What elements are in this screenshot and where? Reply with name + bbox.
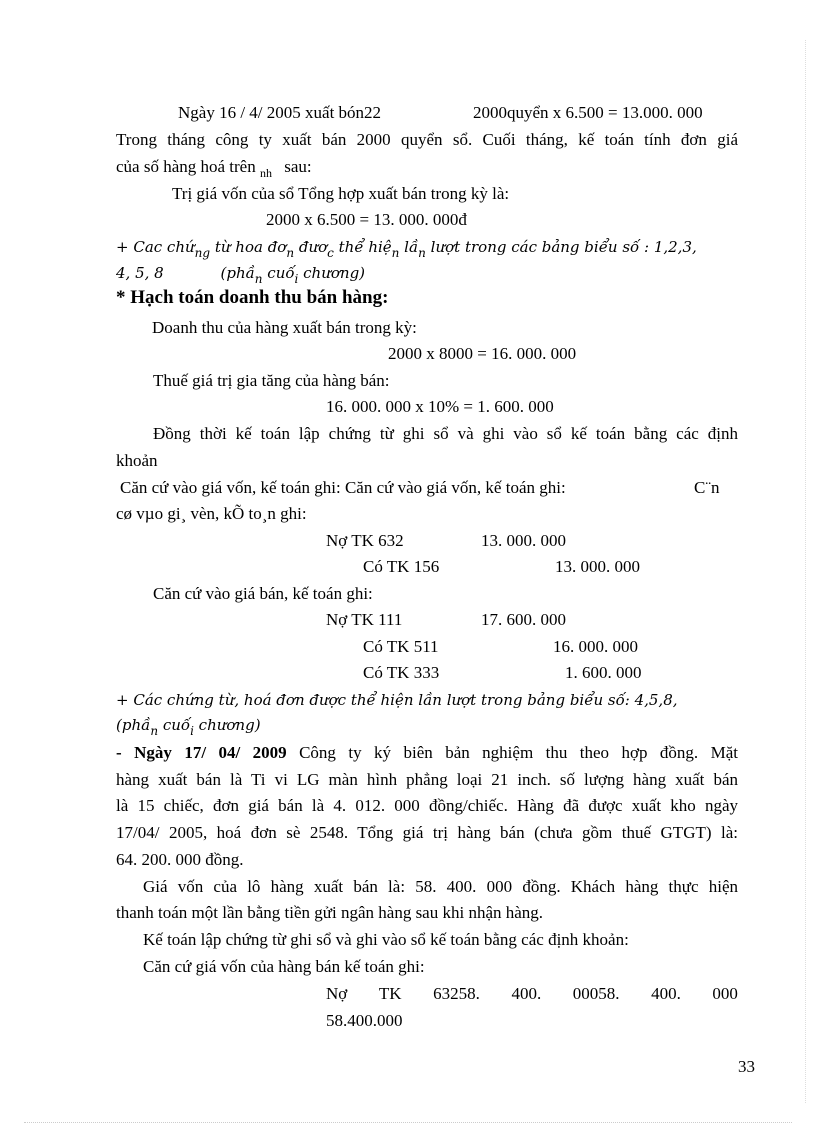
paragraph-line: Kế toán lập chứng từ ghi sổ và ghi vào sổ kế toán bằng các định khoản: <box>143 930 629 949</box>
line-qty-calc: 2000quyển x 6.500 = 13.000. 000 <box>473 103 703 122</box>
paragraph-line: Doanh thu của hàng xuất bán trong kỳ: <box>152 318 417 337</box>
paragraph-line: hàng xuất bán là Ti vi LG màn hình phẳng loại 21 inch. số lượng hàng xuất bán <box>116 770 738 789</box>
paragraph-line: 17/04/ 2005, hoá đơn sè 2548. Tổng giá trị hàng bán (chưa gồm thuế GTGT) là: <box>116 823 738 842</box>
line-date-16-4: Ngày 16 / 4/ 2005 xuất bón22 <box>178 103 382 122</box>
paragraph-line: của số hàng hoá trên $_{nh}$ sau: <box>116 157 312 180</box>
paragraph-line: Trị giá vốn của sổ Tổng hợp xuất bán trong kỳ là: <box>172 184 510 203</box>
entry-debit: Nợ TK 632 <box>326 531 404 550</box>
paragraph-line: 64. 200. 000 đồng. <box>116 850 244 869</box>
paragraph-line: Căn cứ giá vốn của hàng bán kế toán ghi: <box>143 957 425 976</box>
section-heading: * Hạch toán doanh thu bán hàng: <box>116 287 389 308</box>
page-number: 33 <box>738 1057 755 1076</box>
paragraph-line: Căn cứ vào giá bán, kế toán ghi: <box>153 584 373 603</box>
garbled-text: cø vµo gi¸ vèn, kÕ to¸n ghi: <box>116 504 307 523</box>
note-line: + Cac chứ$_{ng}$ từ hoa $đơ_n$ đươ$_c$ thể hiệ$_n$ lầ$_n$ lượt trong các bảng biểu số : 1,2,3, <box>116 238 697 260</box>
paragraph-line: Thuế giá trị gia tăng của hàng bán: <box>153 371 390 390</box>
paragraph-line: là 15 chiếc, đơn giá bán là 4. 012. 000 đồng/chiếc. Hàng đã được xuất kho ngày <box>116 796 738 815</box>
page-edge <box>805 40 806 1103</box>
formula-line: 16. 000. 000 x 10% = 1. 600. 000 <box>326 397 554 416</box>
entry-credit: Có TK 156 <box>363 557 440 576</box>
note-line: (phầ$_n$ cuố$_i$ chương) <box>116 716 261 738</box>
paragraph-line: Căn cứ vào giá vốn, kế toán ghi: Căn cứ vào giá vốn, kế toán ghi: <box>120 478 566 497</box>
entry-amount: 1. 600. 000 <box>565 663 642 682</box>
formula-line: 2000 x 8000 = 16. 000. 000 <box>388 344 577 363</box>
entry-amount: 16. 000. 000 <box>553 637 638 656</box>
entry-amount: 58.400.000 <box>326 1011 403 1030</box>
entry-debit-spread: Nợ TK 63258. 400. 00058. 400. 000 <box>326 984 738 1003</box>
paragraph-line: Đồng thời kế toán lập chứng từ ghi sổ và ghi vào sổ kế toán bằng các định <box>153 424 738 443</box>
paragraph-line: Trong tháng công ty xuất bán 2000 quyển sổ. Cuối tháng, kế toán tính đơn giá <box>116 130 738 149</box>
entry-debit: Nợ TK 111 <box>326 610 403 629</box>
entry-amount: 17. 600. 000 <box>481 610 566 629</box>
entry-credit: Có TK 333 <box>363 663 440 682</box>
note-line: 4, 5, 8 (phầ$_n$ cuố$_i$ chương) <box>116 264 366 286</box>
paragraph-line: khoản <box>116 451 158 470</box>
entry-credit: Có TK 511 <box>363 637 439 656</box>
garbled-text: C¨n <box>694 478 720 497</box>
paragraph-line: Giá vốn của lô hàng xuất bán là: 58. 400. 000 đồng. Khách hàng thực hiện <box>143 877 738 896</box>
note-line: + Các chứng từ, hoá đơn được thể hiện lần lượt trong bảng biểu số: 4,5,8, <box>116 691 678 709</box>
formula-line: 2000 x 6.500 = 13. 000. 000đ <box>266 210 467 229</box>
paragraph-line: - Ngày 17/ 04/ 2009 Công ty ký biên bản nghiệm thu theo hợp đồng. Mặt <box>116 743 738 762</box>
entry-amount: 13. 000. 000 <box>555 557 640 576</box>
paragraph-line: thanh toán một lần bằng tiền gửi ngân hàng sau khi nhận hàng. <box>116 903 544 922</box>
entry-amount: 13. 000. 000 <box>481 531 566 550</box>
